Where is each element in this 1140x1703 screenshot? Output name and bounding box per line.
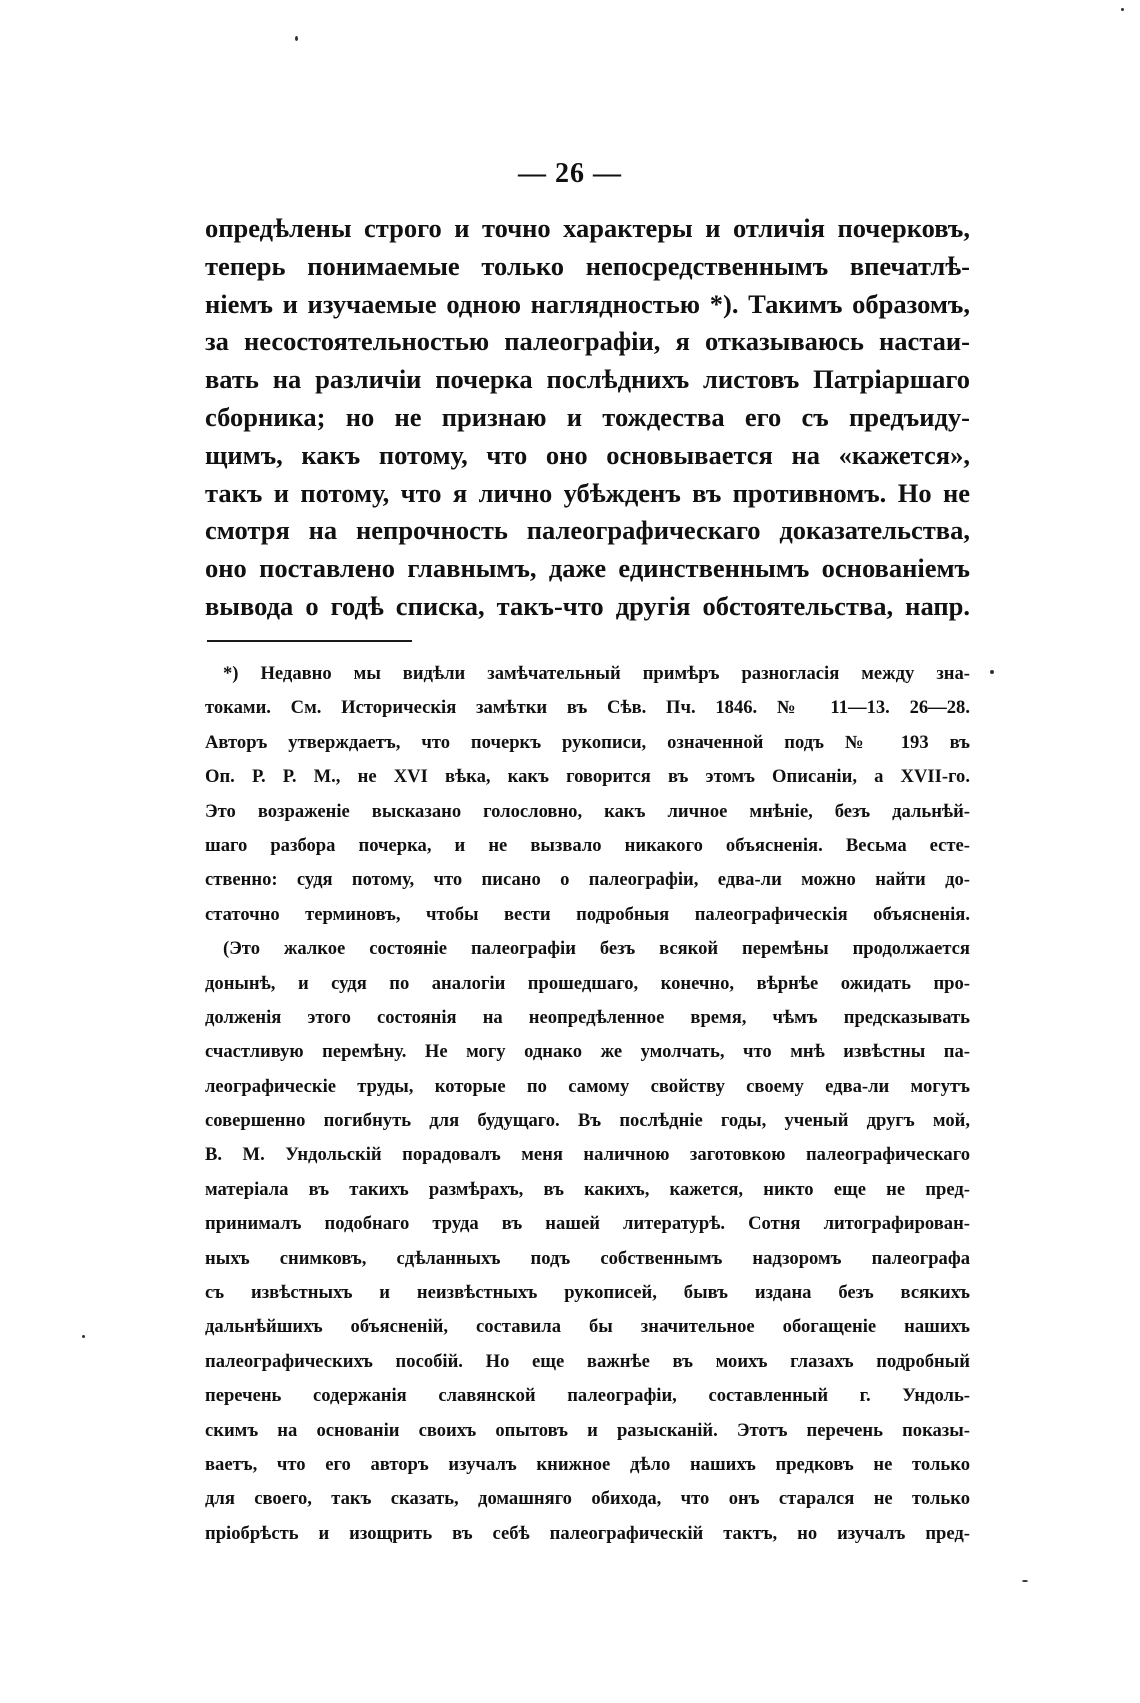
scan-speck xyxy=(295,36,298,41)
footnote-line: матеріала въ такихъ размѣрахъ, въ какихъ, кажется, никто еще не пред- xyxy=(205,1178,970,1200)
scan-speck xyxy=(82,1335,85,1338)
body-line: вывода о годѣ списка, такъ-что другія обстоятельства, напр. xyxy=(205,590,970,621)
body-line: оно поставлено главнымъ, даже единственнымъ основаніемъ xyxy=(205,553,970,584)
footnote-line: дальнѣйшихъ объясненій, составила бы значительное обогащеніе нашихъ xyxy=(205,1316,970,1338)
footnote-line: для своего, такъ сказать, домашняго обихода, что онъ старался не только xyxy=(205,1488,970,1510)
body-line: опредѣлены строго и точно характеры и отличія почерковъ, xyxy=(205,213,970,243)
footnote-line: ственно: судя потому, что писано о палеографіи, едва-ли можно найти до- xyxy=(205,869,970,891)
footnote-line: палеографическихъ пособій. Но еще важнѣе въ моихъ глазахъ подробный xyxy=(205,1350,970,1372)
body-line: ніемъ и изучаемые одною наглядностью *). Такимъ образомъ, xyxy=(205,288,970,319)
scan-speck xyxy=(1121,8,1124,11)
body-line: смотря на непрочность палеографическаго доказательства, xyxy=(205,515,970,546)
footnote-line: шаго разбора почерка, и не вызвало никакого объясненія. Весьма есте- xyxy=(205,834,970,856)
footnote-line: долженія этого состоянія на неопредѣленное время, чѣмъ предсказывать xyxy=(205,1006,970,1028)
footnote-line: совершенно погибнуть для будущаго. Въ послѣдніе годы, ученый другъ мой, xyxy=(205,1110,970,1132)
footnote-line: токами. См. Историческія замѣтки въ Сѣв. Пч. 1846. № 11—13. 26—28. xyxy=(205,697,970,719)
scan-speck xyxy=(990,670,994,674)
body-line: теперь понимаемые только непосредственнымъ впечатлѣ- xyxy=(205,250,970,281)
footnote-line: ваетъ, что его авторъ изучалъ книжное дѣло нашихъ предковъ не только xyxy=(205,1453,970,1475)
footnote-separator xyxy=(207,640,412,642)
footnote-line: донынѣ, и судя по аналогіи прошедшаго, конечно, вѣрнѣе ожидать про- xyxy=(205,972,970,994)
main-body-text xyxy=(205,210,970,626)
footnote-line: пріобрѣсть и изощрить въ себѣ палеографическій тактъ, но изучалъ пред- xyxy=(205,1522,970,1544)
footnote-line: счастливую перемѣну. Не могу однако же умолчать, что мнѣ извѣстны па- xyxy=(205,1041,970,1063)
body-line: щимъ, какъ потому, что оно основывается на «кажется», xyxy=(205,439,970,470)
footnote-line: съ извѣстныхъ и неизвѣстныхъ рукописей, бывъ издана безъ всякихъ xyxy=(205,1282,970,1304)
footnote-line: Авторъ утверждаетъ, что почеркъ рукописи, означенной подъ № 193 въ xyxy=(205,731,970,753)
body-line: за несостоятельностью палеографіи, я отказываюсь настаи- xyxy=(205,326,970,357)
page-number: — 26 — xyxy=(518,158,622,189)
footnote-line: принималъ подобнаго труда въ нашей литературѣ. Сотня литографирован- xyxy=(205,1213,970,1235)
footnote-line: леографическіе труды, которые по самому свойству своему едва-ли могутъ xyxy=(205,1075,970,1097)
footnote-line: статочно терминовъ, чтобы вести подробныя палеографическія объясненія. xyxy=(205,903,970,925)
body-line: вать на различіи почерка послѣднихъ листовъ Патріаршаго xyxy=(205,364,970,395)
footnote-line: Оп. Р. Р. М., не XVI вѣка, какъ говорится въ этомъ Описаніи, а XVII-го. xyxy=(205,766,970,788)
scan-speck xyxy=(1022,1580,1028,1582)
footnote xyxy=(205,657,970,1551)
footnote-line: (Это жалкое состояніе палеографіи безъ всякой перемѣны продолжается xyxy=(223,938,970,960)
footnote-line: Это возраженіе высказано голословно, какъ личное мнѣніе, безъ дальнѣй- xyxy=(205,800,970,822)
footnote-line: ныхъ снимковъ, сдѣланныхъ подъ собственнымъ надзоромъ палеографа xyxy=(205,1247,970,1269)
body-line: сборника; но не признаю и тождества его съ предъиду- xyxy=(205,401,970,432)
footnote-line: *) Недавно мы видѣли замѣчательный примѣръ разногласія между зна- xyxy=(223,663,970,684)
footnote-line: скимъ на основаніи своихъ опытовъ и разысканій. Этотъ перечень показы- xyxy=(205,1419,970,1441)
body-line: такъ и потому, что я лично убѣжденъ въ противномъ. Но не xyxy=(205,477,970,508)
footnote-line: перечень содержанія славянской палеографіи, составленный г. Ундоль- xyxy=(205,1385,970,1407)
footnote-line: В. М. Ундольскій порадовалъ меня наличною заготовкою палеографическаго xyxy=(205,1144,970,1166)
